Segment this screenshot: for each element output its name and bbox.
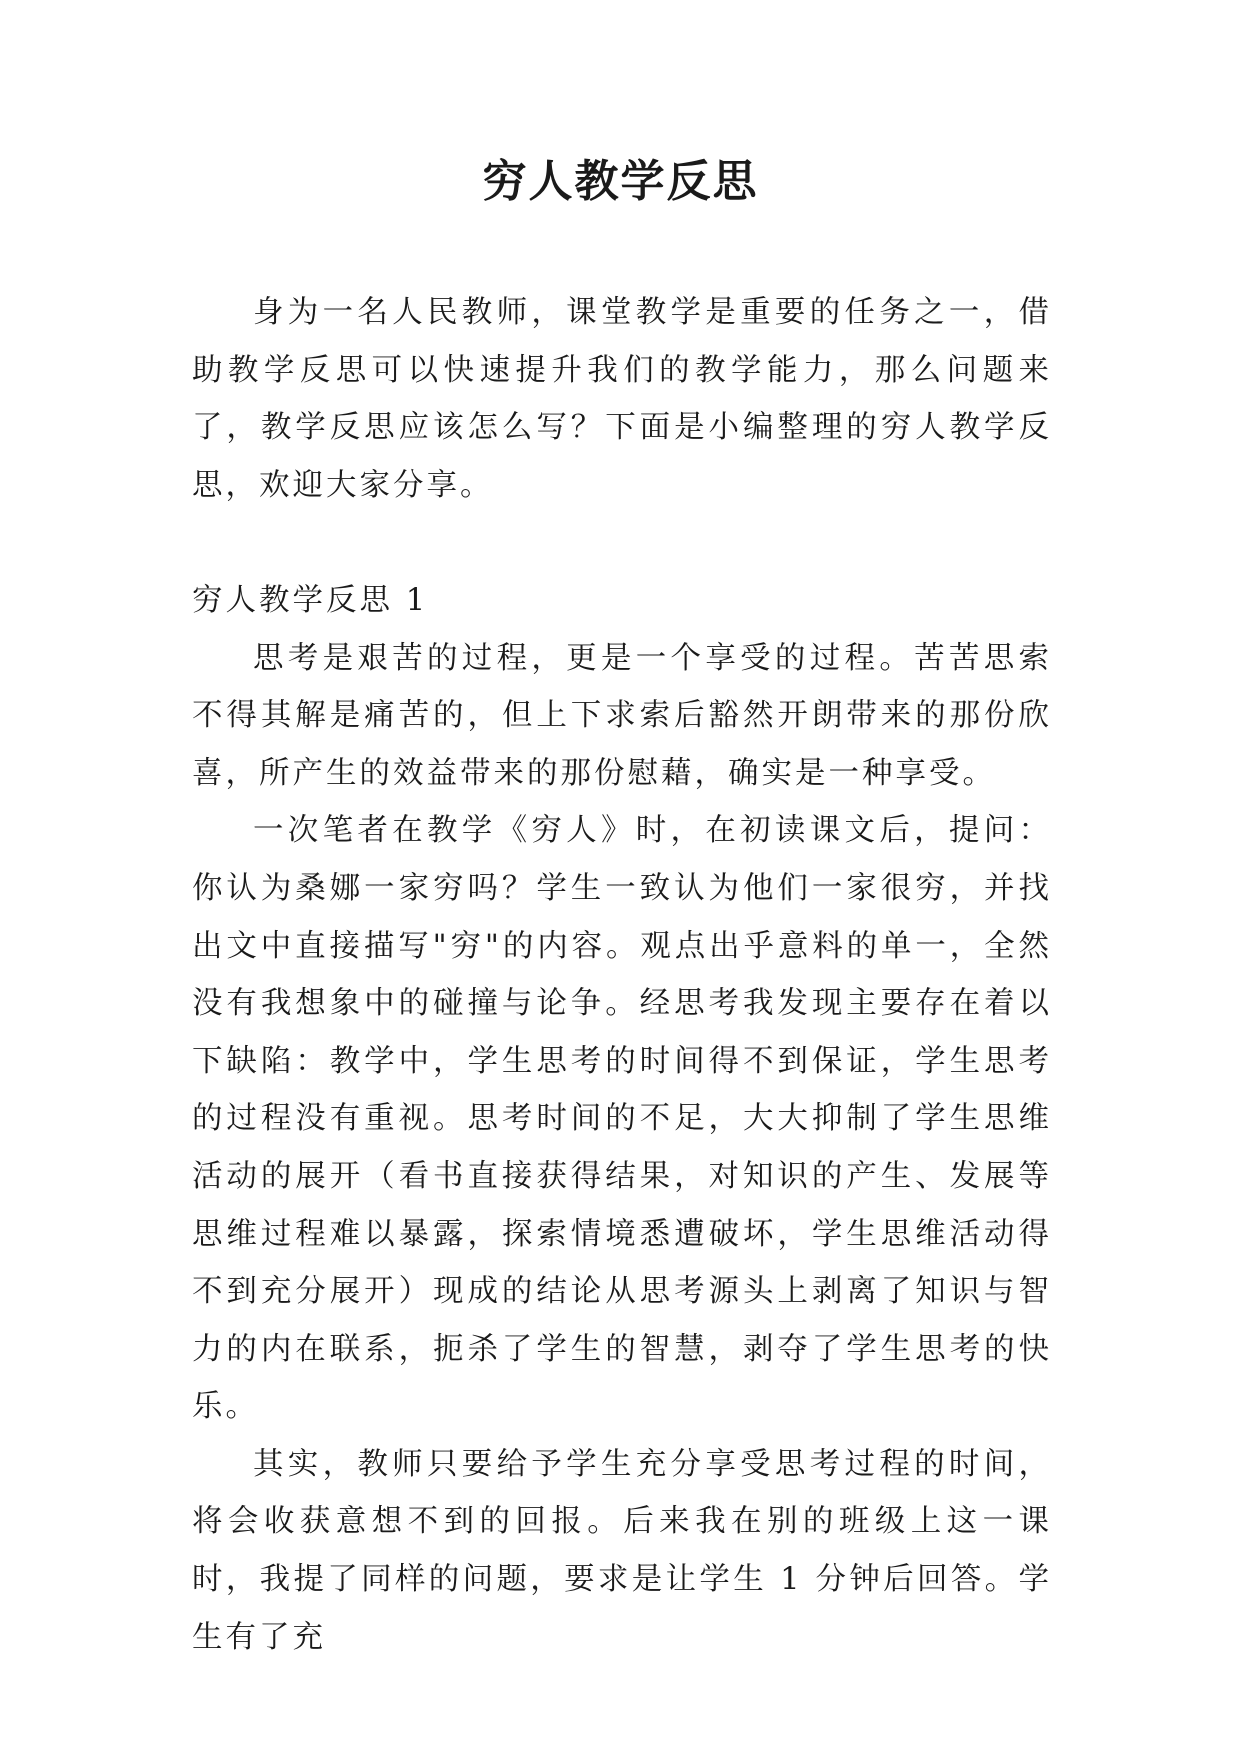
intro-paragraph: 身为一名人民教师，课堂教学是重要的任务之一，借助教学反思可以快速提升我们的教学能力，那么问题来了，教学反思应该怎么写？下面是小编整理的穷人教学反思，欢迎大家分享。: [192, 295, 1052, 503]
body-paragraph: 其实，教师只要给予学生充分享受思考过程的时间，将会收获意想不到的回报。后来我在别的班级上这一课时，我提了同样的问题，要求是让学生 1 分钟后回答。学生有了充: [192, 1446, 1052, 1655]
section-heading: 穷人教学反思 1: [192, 582, 429, 618]
document-title: 穷人教学反思: [482, 156, 759, 207]
document-body: [192, 284, 1052, 1666]
paragraph-spacer: [192, 514, 1052, 572]
body-paragraph: 一次笔者在教学《穷人》时，在初读课文后，提问：你认为桑娜一家穷吗？学生一致认为他们一家很穷，并找出文中直接描写"穷"的内容。观点出乎意料的单一，全然没有我想象中的碰撞与论争。经思考我发现主要存在着以下缺陷：教学中，学生思考的时间得不到保证，学生思考的过程没有重视。思考时间的不足，大大抑制了学生思维活动的展开（看书直接获得结果，对知识的产生、发展等思维过程难以暴露，探索情境悉遭破坏，学生思维活动得不到充分展开）现成的结论从思考源头上剥离了知识与智力的内在联系，扼杀了学生的智慧，剥夺了学生思考的快乐。: [192, 813, 1052, 1425]
body-paragraph: 思考是艰苦的过程，更是一个享受的过程。苦苦思索不得其解是痛苦的，但上下求索后豁然开朗带来的那份欣喜，所产生的效益带来的那份慰藉，确实是一种享受。: [192, 640, 1052, 791]
